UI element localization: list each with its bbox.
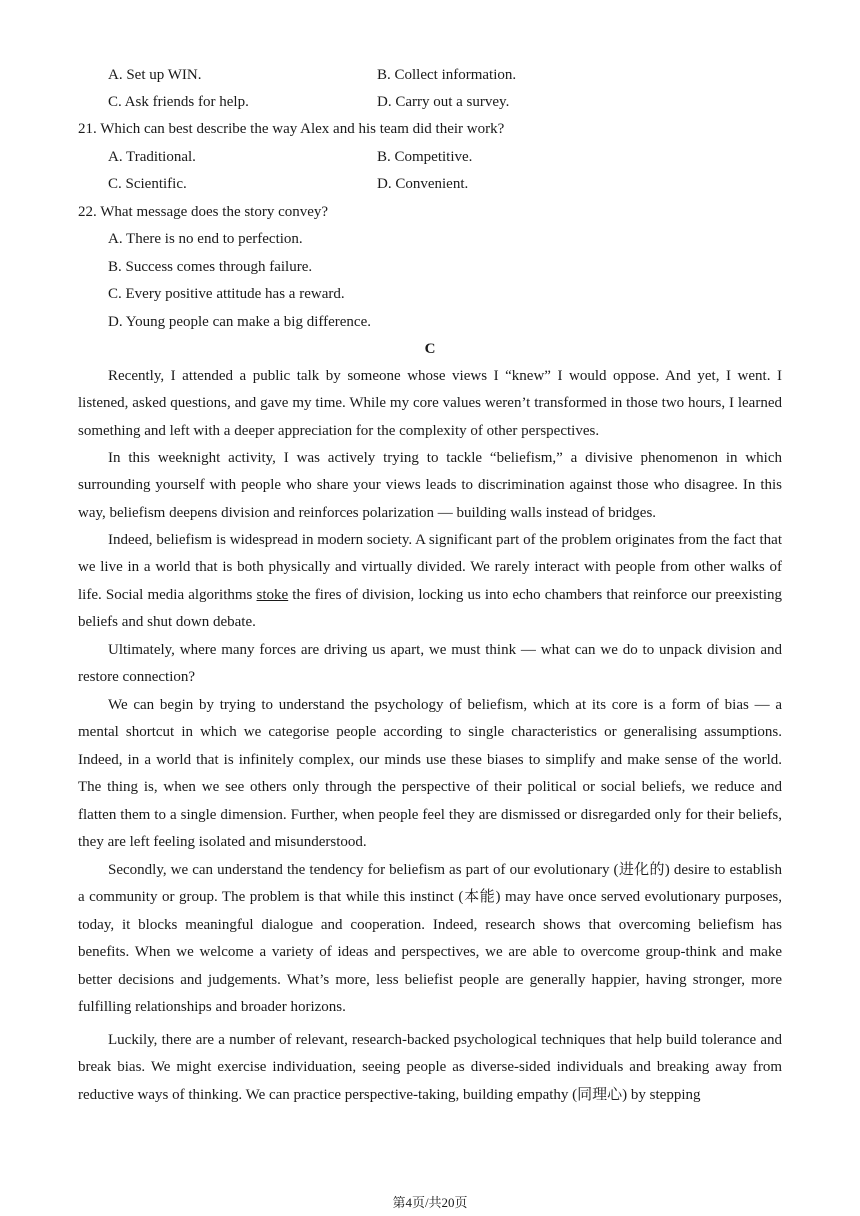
q20-option-d: D. Carry out a survey. <box>377 94 510 110</box>
q21-option-b: B. Competitive. <box>377 149 473 165</box>
passage-paragraph-4: Ultimately, where many forces are driving us apart, we must think — what can we do to unpack division and restore connection? <box>78 642 782 686</box>
q20-option-c: C. Ask friends for help. <box>108 94 249 110</box>
paragraph-3-text-end: the fires of division, locking us into echo chambers that reinforce our preexisting beliefs and shut down debate. <box>78 586 782 631</box>
page-number: 第4页/共20页 <box>392 1195 468 1210</box>
q21-option-a: A. Traditional. <box>108 149 196 165</box>
q21-option-c: C. Scientific. <box>108 176 187 192</box>
passage-paragraph-1: Recently, I attended a public talk by someone whose views I “knew” I would oppose. And yet, I went. I listened, asked questions, and gave my time. While my core values weren’t transformed in those two hours, I learned something and left with a deeper appreciation for the complexity of other perspectives. <box>78 368 782 439</box>
paragraph-3-text-start: Indeed, beliefism is widespread in modern society. A significant part of the problem originates from the fact that we live in a world that is both physically and virtually divided. We rarely interact with people from other walks of life. Social media algorithms <box>78 532 782 603</box>
passage-paragraph-7: Luckily, there are a number of relevant, research-backed psychological techniques that help build tolerance and break bias. We might exercise individuation, seeing people as diverse-sided individuals and breaking away from reductive ways of thinking. We can practice perspective-taking, building empathy (同理心) by stepping <box>78 1032 782 1103</box>
passage-heading: C <box>424 341 436 357</box>
q22-option-d: D. Young people can make a big difference. <box>108 314 371 330</box>
underlined-word-stoke: stoke <box>256 586 289 603</box>
q22-option-a: A. There is no end to perfection. <box>108 231 303 247</box>
q22-option-b: B. Success comes through failure. <box>108 259 313 275</box>
q21-stem: 21. Which can best describe the way Alex and his team did their work? <box>78 121 505 137</box>
passage-paragraph-2: In this weeknight activity, I was actively trying to tackle “beliefism,” a divisive phenomenon in which surrounding yourself with people who share your views leads to discrimination against those who disagree. In this way, beliefism deepens division and reinforces polarization — building walls instead of bridges. <box>78 450 782 521</box>
passage-paragraph-3 <box>78 527 782 637</box>
q20-option-a: A. Set up WIN. <box>108 67 202 83</box>
q20-option-b: B. Collect information. <box>377 67 517 83</box>
passage-paragraph-6: Secondly, we can understand the tendency for beliefism as part of our evolutionary (进化的) desire to establish a community or group. The problem is that while this instinct (本能) may have once served evolutionary purposes, today, it blocks meaningful dialogue and cooperation. Indeed, research shows that overcoming beliefism has benefits. When we welcome a variety of ideas and perspectives, we are able to overcome group-think and make better decisions and judgements. What’s more, less beliefist people are generally happier, having stronger, more fulfilling relationships and broader horizons. <box>78 862 782 1016</box>
q21-option-d: D. Convenient. <box>377 176 469 192</box>
passage-paragraph-5: We can begin by trying to understand the psychology of beliefism, which at its core is a form of bias — a mental shortcut in which we categorise people according to single characteristics or generalising assumptions. Indeed, in a world that is infinitely complex, our minds use these biases to simplify and make sense of the world. The thing is, when we see others only through the perspective of their political or social beliefs, we reduce and flatten them to a single dimension. Further, when people feel they are dismissed or disregarded only for their beliefs, they are left feeling isolated and misunderstood. <box>78 697 782 851</box>
q22-option-c: C. Every positive attitude has a reward. <box>108 286 345 302</box>
q22-stem: 22. What message does the story convey? <box>78 204 329 220</box>
